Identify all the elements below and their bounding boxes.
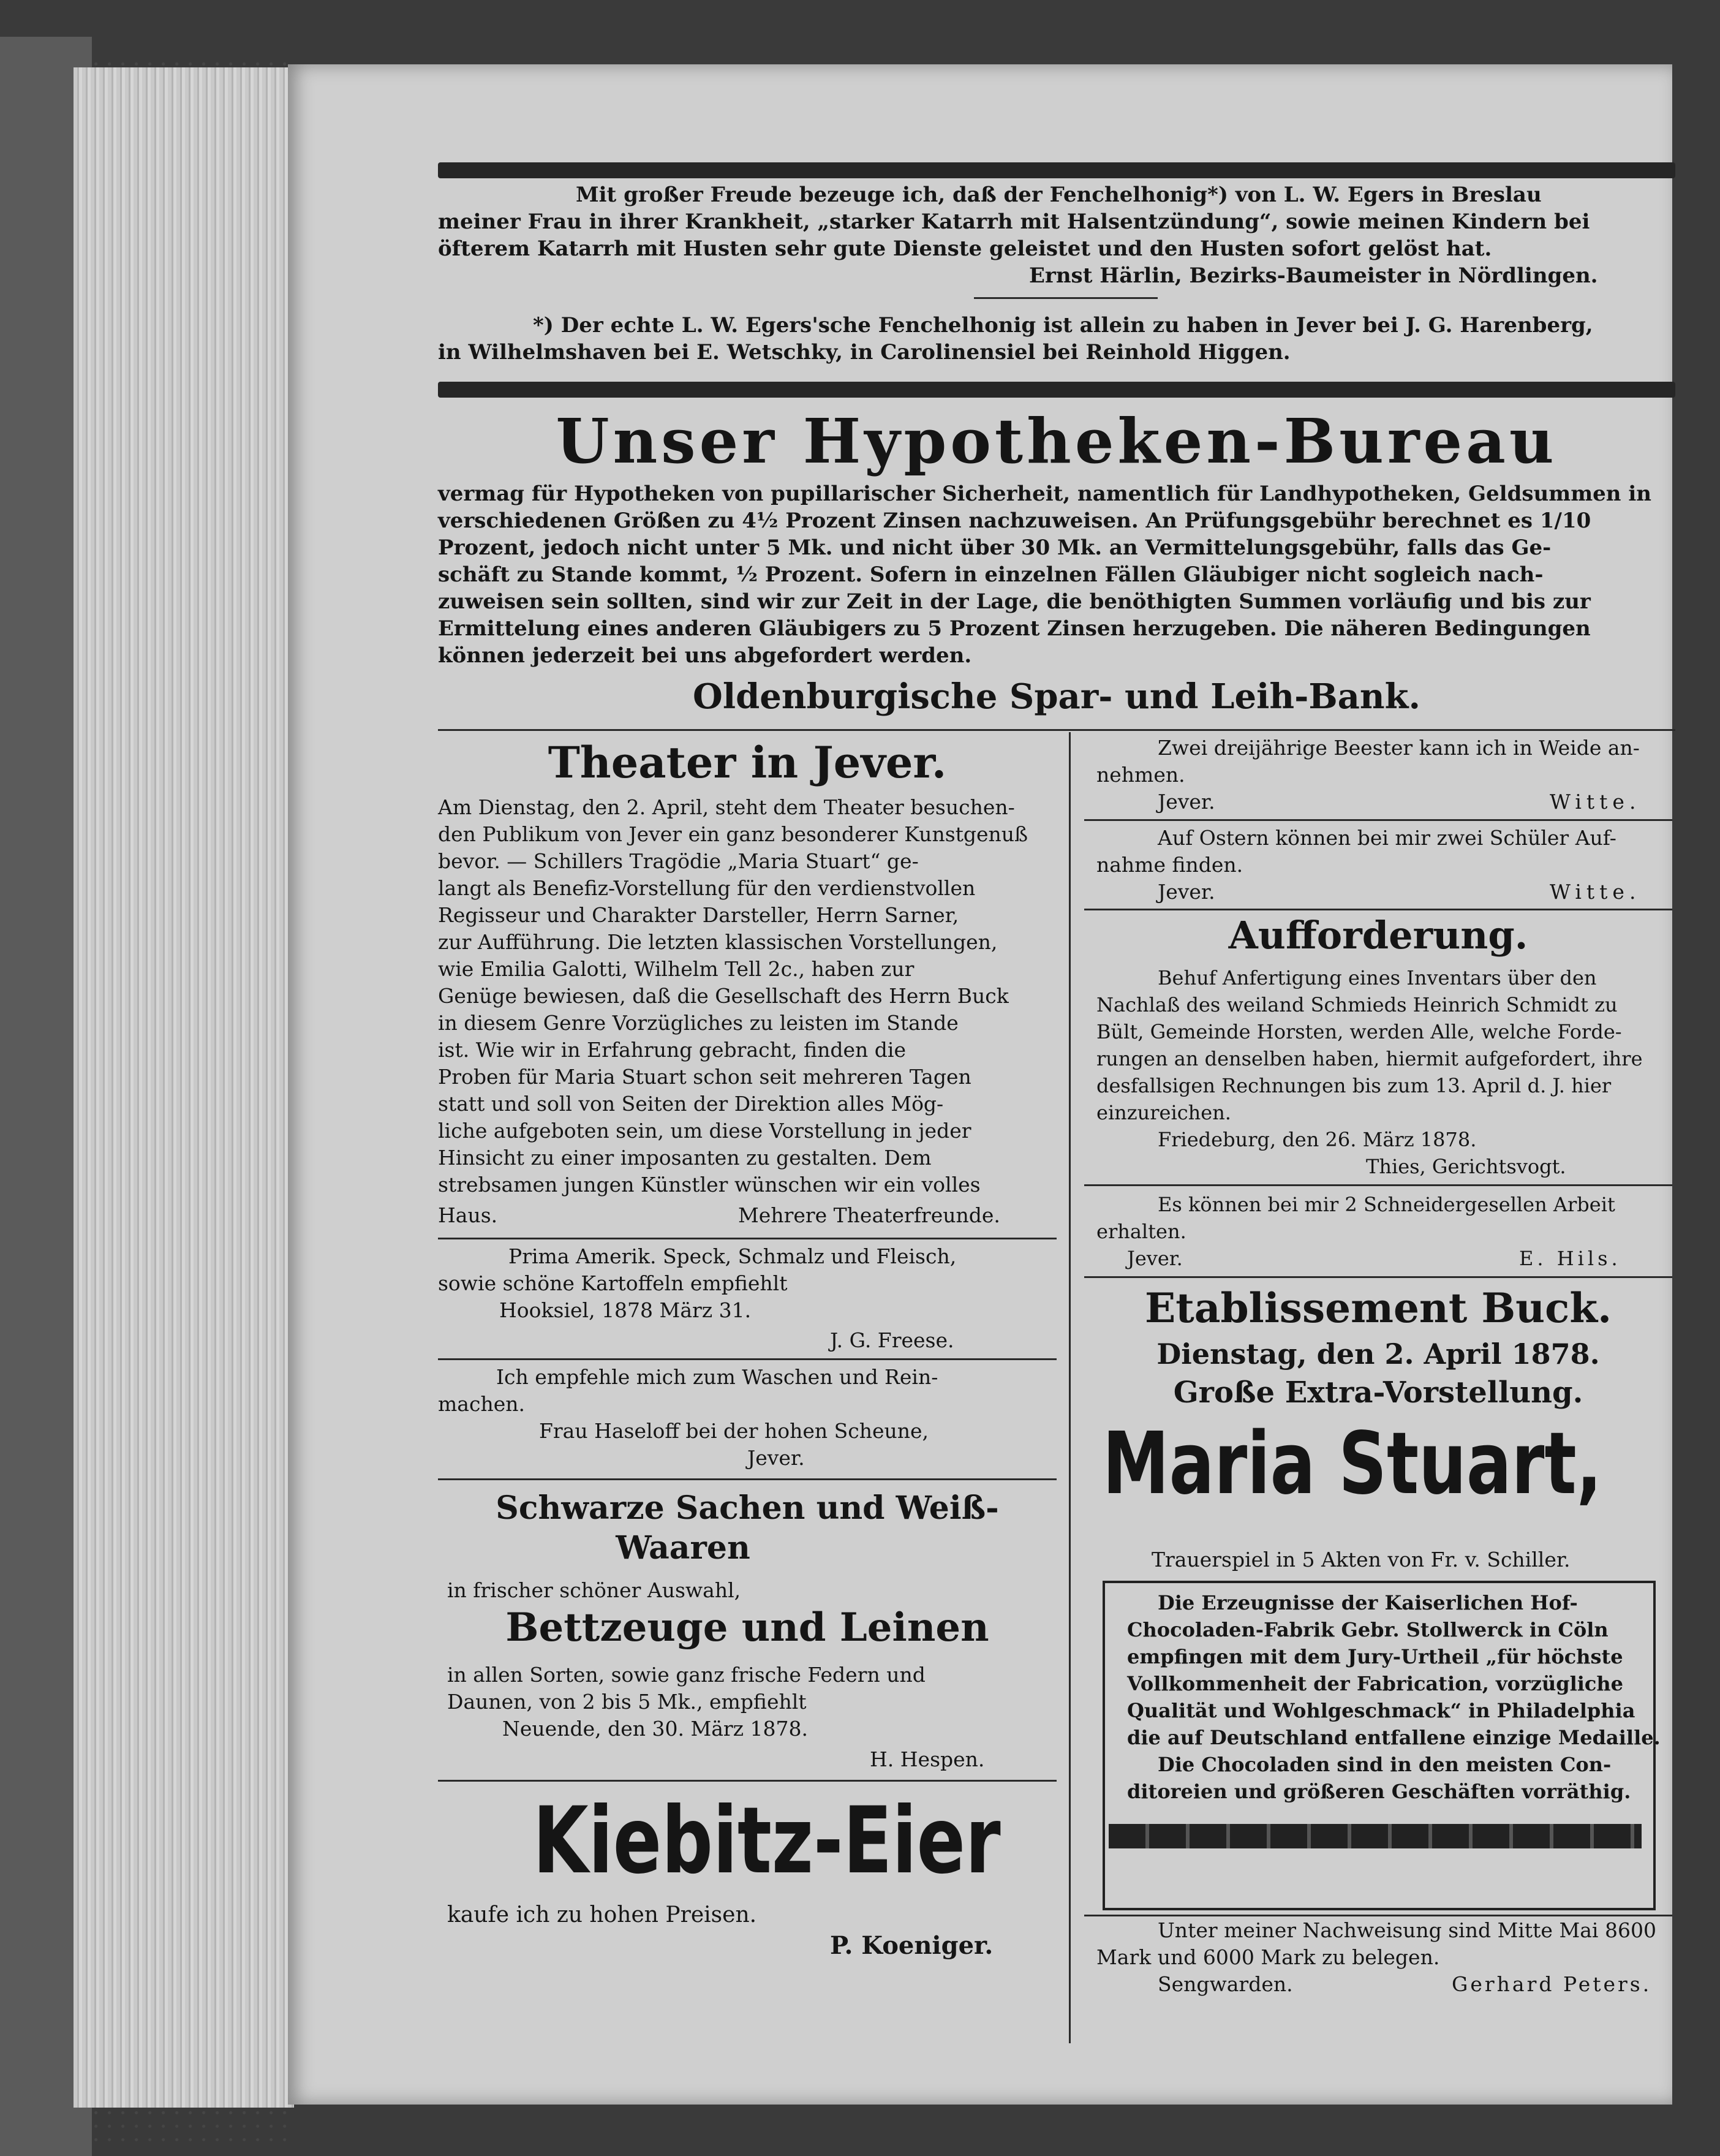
peters-line-2: Mark und 6000 Mark zu belegen. <box>1096 1945 1440 1969</box>
rule <box>1084 1915 1672 1916</box>
hespen-title-3: Bettzeuge und Leinen <box>505 1605 989 1651</box>
rule <box>438 1238 1057 1239</box>
theater-line: langt als Benefiz-Vorstellung für den verdienstvollen <box>438 876 976 900</box>
aufforderung-sign: Thies, Gerichtsvogt. <box>1366 1155 1566 1178</box>
aufforderung-place: Friedeburg, den 26. März 1878. <box>1158 1128 1477 1151</box>
hypo-line: zuweisen sein sollten, sind wir zur Zeit in der Lage, die benöthigten Summen vorläufig und bis zur <box>438 589 1591 614</box>
page-edges <box>74 67 294 2108</box>
rule-top <box>438 162 1675 178</box>
theater-line: Genüge bewiesen, daß die Gesellschaft des Herrn Buck <box>438 984 1009 1008</box>
hypo-line: können jederzeit bei uns abgefordert werden. <box>438 643 972 668</box>
fennel-line-1: Mit großer Freude bezeuge ich, daß der Fenchelhonig*) von L. W. Egers in Breslau <box>576 183 1542 207</box>
bester-line-1: Zwei dreijährige Beester kann ich in Weide an- <box>1158 736 1640 760</box>
buck-play: Maria Stuart, <box>1103 1414 1602 1514</box>
hypo-line: Prozent, jedoch nicht unter 5 Mk. und nicht über 30 Mk. an Vermittelungsgebühr, falls das Ge- <box>438 535 1552 560</box>
theater-line: ist. Wie wir in Erfahrung gebracht, finden die <box>438 1038 906 1062</box>
bank-name: Oldenburgische Spar- und Leih-Bank. <box>693 676 1420 717</box>
rule <box>438 1780 1057 1782</box>
peters-sign: Gerhard Peters. <box>1452 1972 1652 1996</box>
rule <box>438 1478 1057 1480</box>
schueler-place: Jever. <box>1158 880 1215 904</box>
schueler-sign: Witte. <box>1550 880 1641 904</box>
hespen-line-2: Daunen, von 2 bis 5 Mk., empfiehlt <box>447 1690 807 1714</box>
aufforderung-line: Bült, Gemeinde Horsten, werden Alle, welche Forde- <box>1096 1020 1622 1043</box>
speck-place: Hooksiel, 1878 März 31. <box>499 1298 752 1322</box>
rule <box>1084 1184 1672 1186</box>
bester-sign: Witte. <box>1550 790 1641 814</box>
choc-line: Vollkommenheit der Fabrication, vorzügliche <box>1127 1672 1624 1695</box>
hypo-line: Ermittelung eines anderen Gläubigers zu 5 Prozent Zinsen herzugeben. Die näheren Bedingungen <box>438 616 1591 641</box>
bester-place: Jever. <box>1158 790 1215 814</box>
aufforderung-title: Aufforderung. <box>1228 913 1528 958</box>
choc-line: Qualität und Wohlgeschmack“ in Philadelphia <box>1127 1699 1635 1722</box>
peters-line-1: Unter meiner Nachweisung sind Mitte Mai 8600 <box>1158 1918 1656 1942</box>
choc-line: Die Erzeugnisse der Kaiserlichen Hof- <box>1158 1591 1578 1614</box>
theater-line: statt und soll von Seiten der Direktion alles Mög- <box>438 1092 944 1116</box>
hespen-sub: in frischer schöner Auswahl, <box>447 1578 741 1602</box>
speck-sign: J. G. Freese. <box>830 1328 954 1352</box>
fennel-signature: Ernst Härlin, Bezirks-Baumeister in Nördlingen. <box>1029 263 1598 288</box>
buck-sub: Trauerspiel in 5 Akten von Fr. v. Schiller. <box>1152 1548 1571 1572</box>
schneider-sign: E. Hils. <box>1519 1247 1621 1270</box>
choc-line: Die Chocoladen sind in den meisten Con- <box>1158 1753 1612 1776</box>
theater-line: Proben für Maria Stuart schon seit mehreren Tagen <box>438 1065 971 1089</box>
theater-line: in diesem Genre Vorzügliches zu leisten im Stande <box>438 1011 959 1035</box>
fennel-note-2: in Wilhelmshaven bei E. Wetschky, in Carolinensiel bei Reinhold Higgen. <box>438 340 1291 365</box>
newspaper-page <box>288 64 1672 2105</box>
schueler-line-1: Auf Ostern können bei mir zwei Schüler Auf- <box>1158 826 1616 850</box>
wash-line-2: machen. <box>438 1392 525 1416</box>
hypo-line: vermag für Hypotheken von pupillarischer Sicherheit, namentlich für Landhypotheken, Geldsummen in <box>438 482 1651 506</box>
wash-line-3: Frau Haseloff bei der hohen Scheune, <box>539 1419 929 1443</box>
choc-line: ditoreien und größeren Geschäften vorräthig. <box>1127 1780 1631 1803</box>
hespen-title-1: Schwarze Sachen und Weiß- <box>496 1489 999 1527</box>
theater-line: Hinsicht zu einer imposanten zu gestalten. Dem <box>438 1146 932 1170</box>
hespen-place: Neuende, den 30. März 1878. <box>502 1717 809 1741</box>
wash-line-1: Ich empfehle mich zum Waschen und Rein- <box>496 1365 938 1389</box>
schneider-line-2: erhalten. <box>1096 1220 1186 1243</box>
rule <box>1084 1276 1672 1278</box>
schueler-line-2: nahme finden. <box>1096 853 1243 877</box>
theater-line: liche aufgeboten sein, um diese Vorstellung in jeder <box>438 1119 971 1143</box>
hypo-line: schäft zu Stande kommt, ½ Prozent. Sofern in einzelnen Fällen Gläubiger nicht sogleich nach- <box>438 562 1544 587</box>
theater-line: Regisseur und Charakter Darsteller, Herrn Sarner, <box>438 903 959 927</box>
fennel-line-2: meiner Frau in ihrer Krankheit, „starker Katarrh mit Halsentzündung“, sowie meinen Kindern bei <box>438 210 1590 234</box>
rule-hypo <box>438 382 1675 398</box>
hypo-line: verschiedenen Größen zu 4½ Prozent Zinsen nachzuweisen. An Prüfungsgebühr berechnet es 1/10 <box>438 509 1591 533</box>
aufforderung-line: Behuf Anfertigung eines Inventars über den <box>1158 966 1597 989</box>
aufforderung-line: einzureichen. <box>1096 1101 1231 1124</box>
peters-place: Sengwarden. <box>1158 1972 1293 1996</box>
theater-title: Theater in Jever. <box>548 737 947 788</box>
buck-date: Dienstag, den 2. April 1878. <box>1156 1337 1600 1371</box>
theater-sign: Mehrere Theaterfreunde. <box>738 1203 1000 1227</box>
hespen-title-2: Waaren <box>616 1529 750 1567</box>
theater-line: Am Dienstag, den 2. April, steht dem Theater besuchen- <box>438 795 1015 819</box>
choc-line: die auf Deutschland entfallene einzige Medaille. <box>1127 1726 1661 1749</box>
theater-line: bevor. — Schillers Tragödie „Maria Stuart“ ge- <box>438 849 919 873</box>
buck-extra: Große Extra-Vorstellung. <box>1173 1375 1583 1410</box>
theater-last: Haus. <box>438 1203 498 1227</box>
kiebitz-title: Kiebitz-Eier <box>533 1788 1001 1894</box>
theater-line: den Publikum von Jever ein ganz besonderer Kunstgenuß <box>438 822 1028 846</box>
kiebitz-sign: P. Koeniger. <box>830 1931 994 1960</box>
wash-line-4: Jever. <box>747 1446 805 1470</box>
column-divider <box>1069 732 1071 2043</box>
aufforderung-line: desfallsigen Rechnungen bis zum 13. April d. J. hier <box>1096 1074 1612 1097</box>
schneider-place: Jever. <box>1127 1247 1183 1270</box>
fennel-line-3: öfterem Katarrh mit Husten sehr gute Dienste geleistet und den Husten sofort gelöst hat. <box>438 236 1492 261</box>
schneider-line-1: Es können bei mir 2 Schneidergesellen Arbeit <box>1158 1193 1615 1216</box>
hespen-line-1: in allen Sorten, sowie ganz frische Federn und <box>447 1663 926 1687</box>
theater-line: wie Emilia Galotti, Wilhelm Tell 2c., haben zur <box>438 957 915 981</box>
speck-line-1: Prima Amerik. Speck, Schmalz und Fleisch, <box>508 1244 957 1268</box>
aufforderung-line: rungen an denselben haben, hiermit aufgefordert, ihre <box>1096 1047 1643 1070</box>
choc-line: empfingen mit dem Jury-Urtheil „für höchste <box>1127 1645 1623 1668</box>
rule <box>1084 909 1672 910</box>
hespen-sign: H. Hespen. <box>870 1747 985 1771</box>
fennel-note-1: *) Der echte L. W. Egers'sche Fenchelhonig ist allein zu haben in Jever bei J. G. Harenberg, <box>533 313 1593 338</box>
bester-line-2: nehmen. <box>1096 763 1185 787</box>
theater-line: zur Aufführung. Die letzten klassischen Vorstellungen, <box>438 930 998 954</box>
hypo-title: Unser Hypotheken-Bureau <box>556 405 1558 477</box>
choc-line: Chocoladen-Fabrik Gebr. Stollwerck in Cöln <box>1127 1618 1609 1641</box>
aufforderung-line: Nachlaß des weiland Schmieds Heinrich Schmidt zu <box>1096 993 1618 1016</box>
speck-line-2: sowie schöne Kartoffeln empfiehlt <box>438 1271 788 1295</box>
rule <box>438 1358 1057 1360</box>
buck-title: Etablissement Buck. <box>1144 1284 1612 1332</box>
rule <box>1084 819 1672 821</box>
decorative-bar <box>1109 1824 1642 1848</box>
rule-short <box>974 297 1158 299</box>
theater-line: strebsamen jungen Künstler wünschen wir ein volles <box>438 1173 981 1197</box>
rule-columns <box>438 729 1675 731</box>
kiebitz-line: kaufe ich zu hohen Preisen. <box>447 1902 757 1927</box>
